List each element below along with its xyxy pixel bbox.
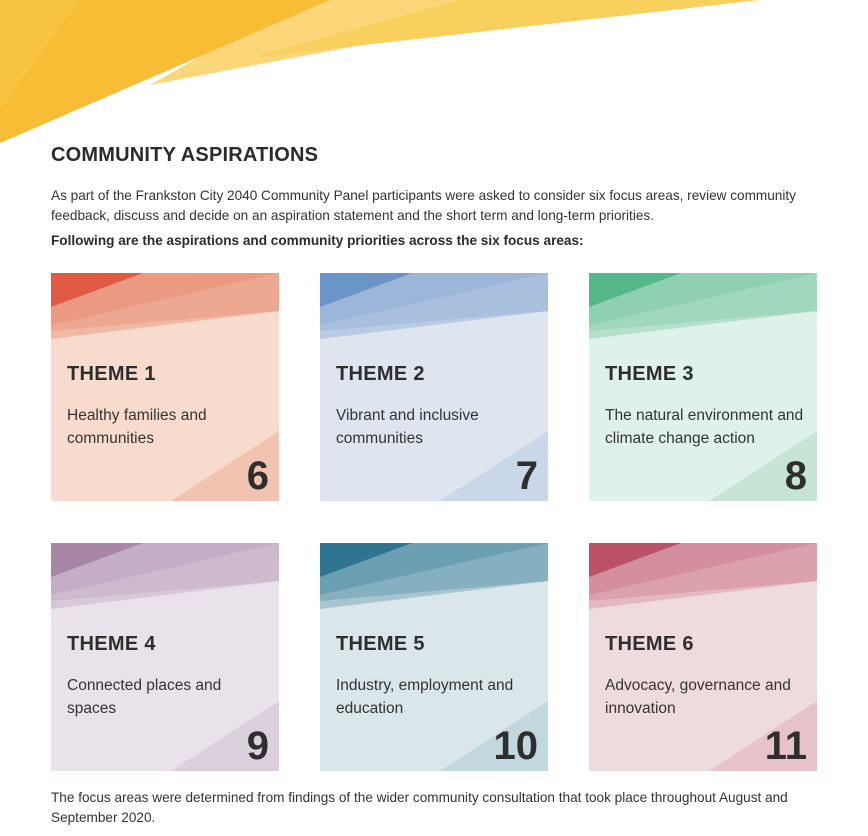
theme-description: Healthy families and communities bbox=[67, 407, 207, 447]
theme-page-number: 10 bbox=[493, 724, 538, 768]
theme-page-number: 7 bbox=[515, 454, 538, 498]
theme-label: THEME 4 bbox=[67, 633, 156, 655]
theme-card-5[interactable] bbox=[320, 543, 548, 771]
theme-card-4[interactable] bbox=[51, 543, 279, 771]
theme-page-number: 8 bbox=[784, 454, 807, 498]
theme-description: Industry, employment and education bbox=[336, 677, 514, 717]
theme-description: Connected places and spaces bbox=[67, 677, 222, 717]
top-banner-graphic bbox=[0, 0, 868, 150]
theme-label: THEME 1 bbox=[67, 363, 156, 385]
page-title: COMMUNITY ASPIRATIONS bbox=[51, 144, 319, 166]
intro-paragraph: As part of the Frankston City 2040 Community Panel participants were asked to consider six focus areas, review community feedback, discuss and decide on an aspiration statement and the short term and long-term priorities. bbox=[51, 188, 796, 223]
theme-card-2[interactable] bbox=[320, 273, 548, 501]
theme-description: Vibrant and inclusive communities bbox=[336, 407, 479, 447]
theme-page-number: 11 bbox=[764, 724, 807, 768]
footer-paragraph: The focus areas were determined from findings of the wider community consultation that took place throughout August and September 2020. bbox=[51, 790, 788, 825]
theme-label: THEME 6 bbox=[605, 633, 694, 655]
theme-card-3[interactable] bbox=[589, 273, 817, 501]
theme-card-1[interactable] bbox=[51, 273, 279, 501]
theme-page-number: 9 bbox=[246, 724, 269, 768]
theme-label: THEME 3 bbox=[605, 363, 694, 385]
theme-description: The natural environment and climate change action bbox=[605, 407, 804, 447]
theme-label: THEME 2 bbox=[336, 363, 425, 385]
theme-card-6[interactable] bbox=[589, 543, 817, 771]
theme-label: THEME 5 bbox=[336, 633, 425, 655]
theme-description: Advocacy, governance and innovation bbox=[605, 677, 791, 717]
card-stripe-graphic bbox=[51, 273, 279, 501]
card-stripe-graphic bbox=[51, 543, 279, 771]
card-stripe-graphic bbox=[320, 273, 548, 501]
card-stripe-graphic bbox=[589, 273, 817, 501]
intro-bold-line: Following are the aspirations and community priorities across the six focus areas: bbox=[51, 233, 584, 248]
theme-page-number: 6 bbox=[246, 454, 269, 498]
